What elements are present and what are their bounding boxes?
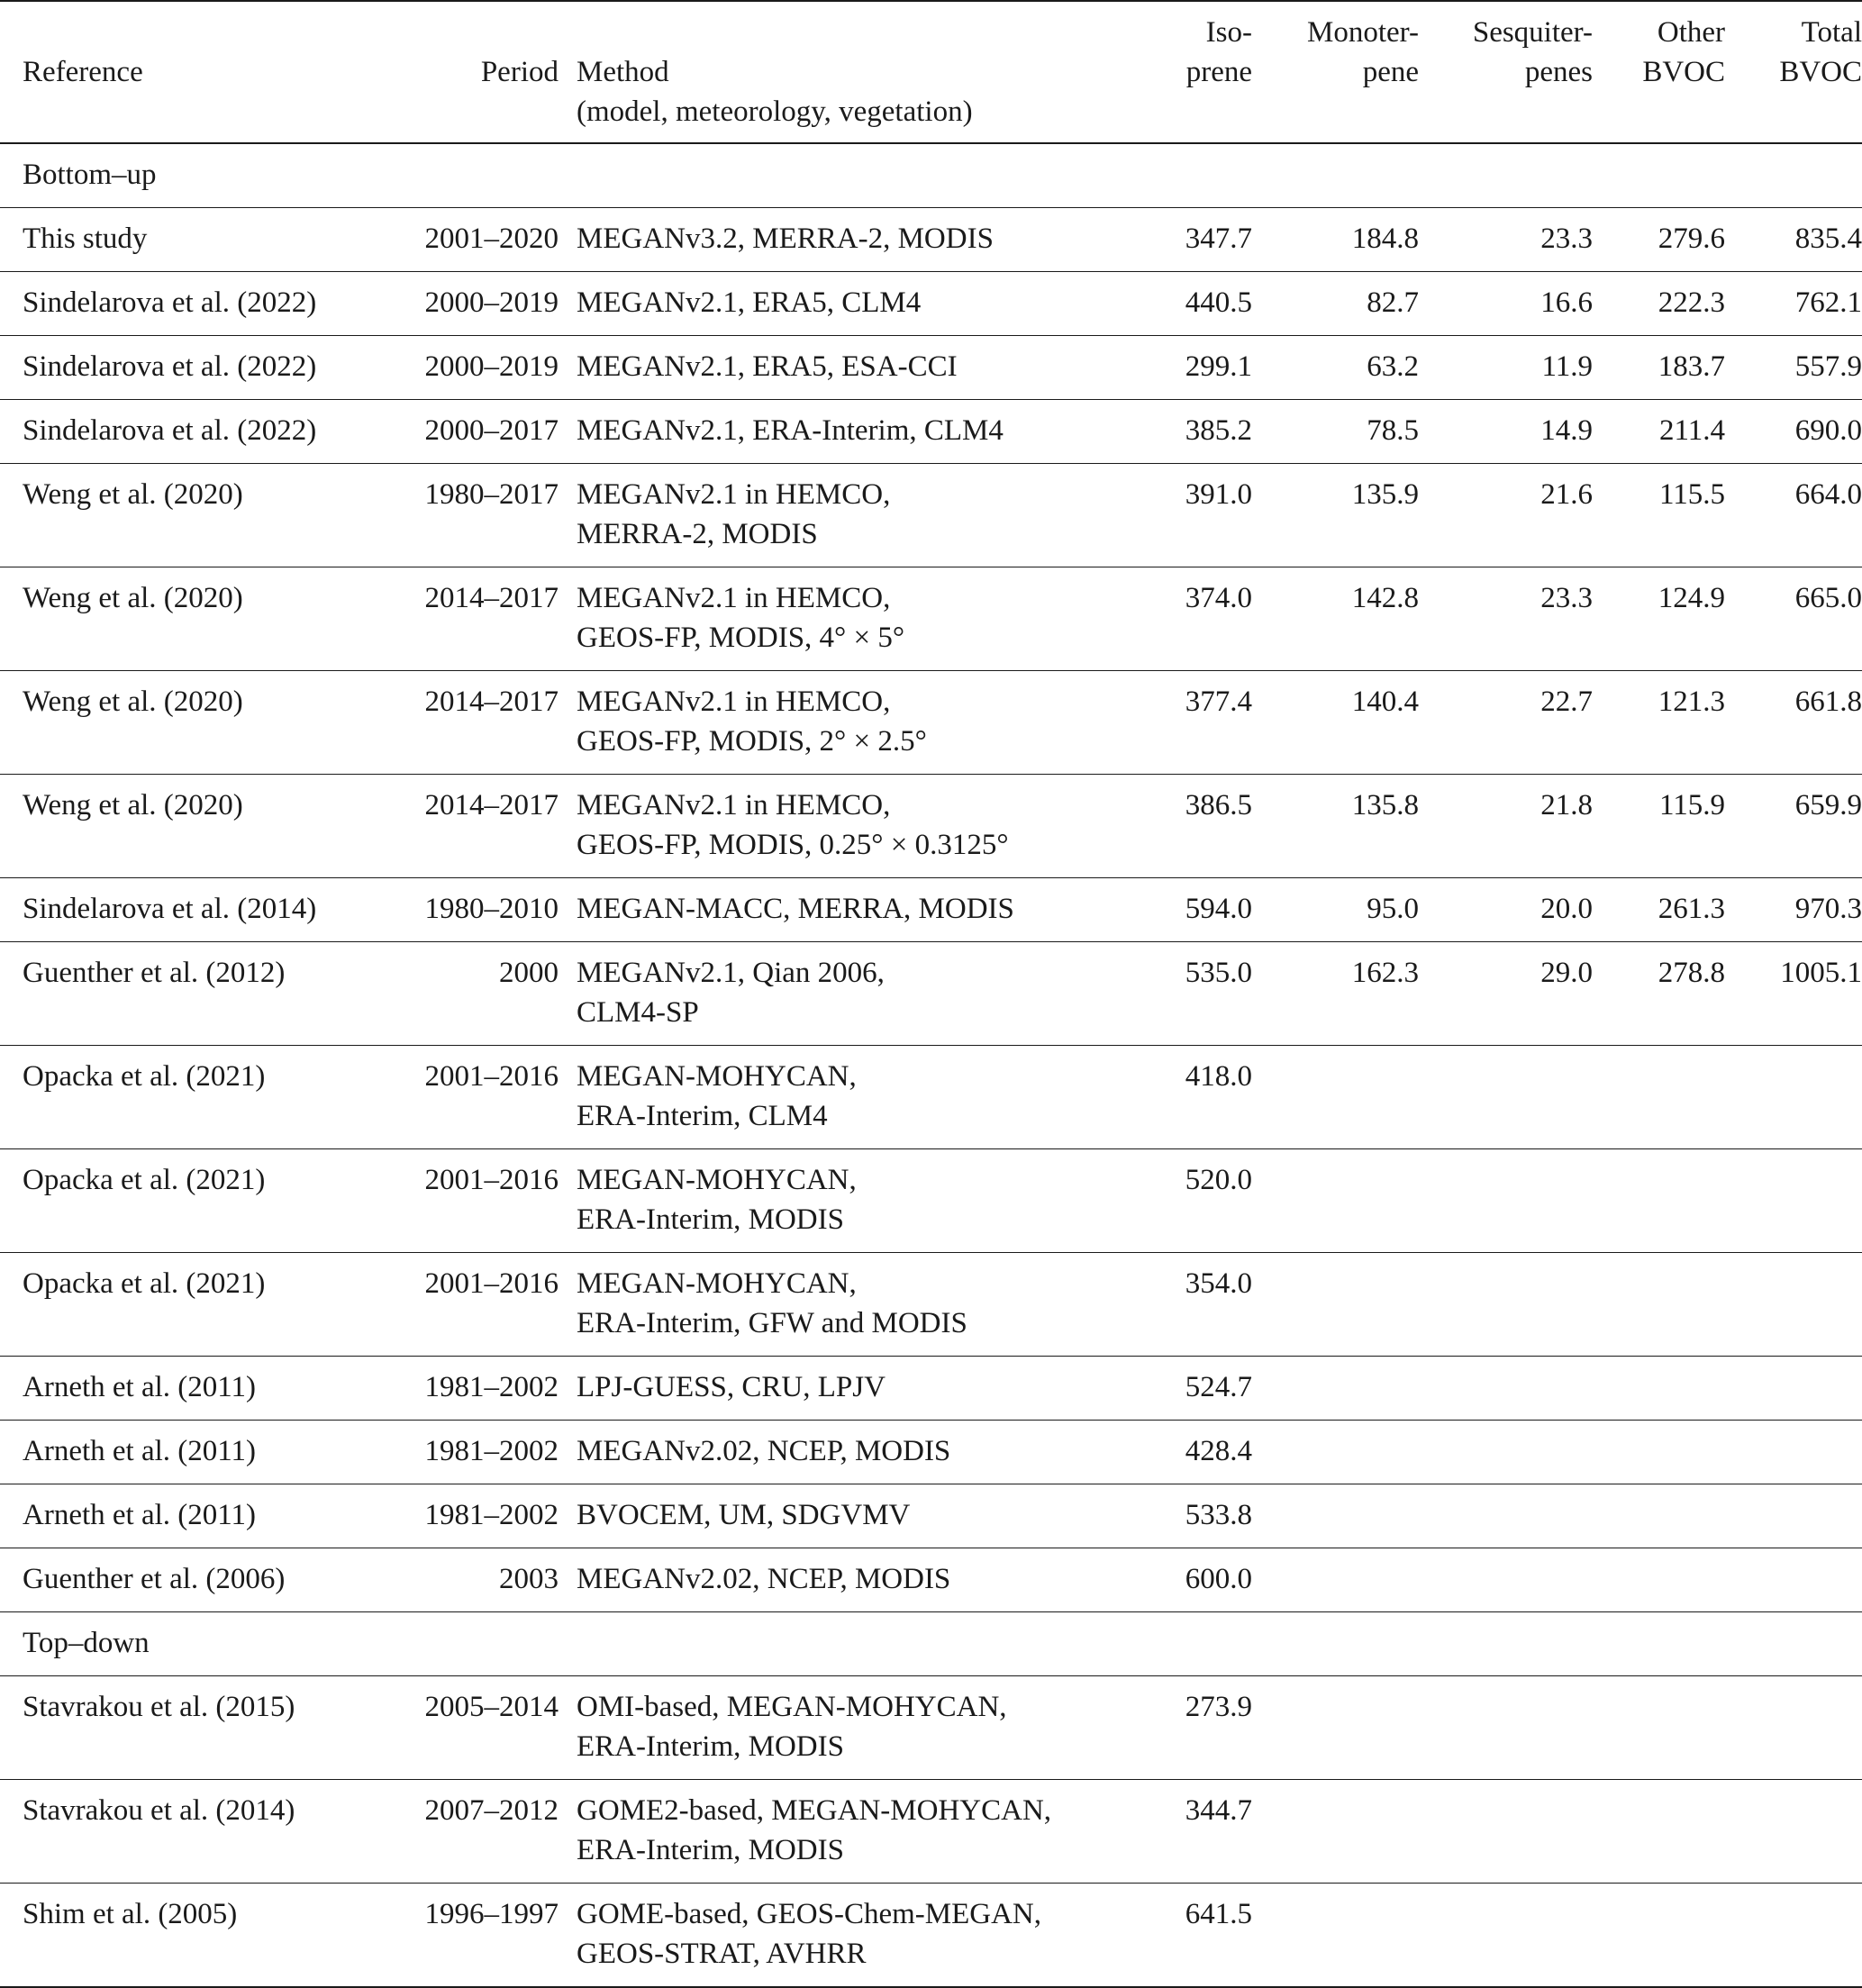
cell-monoterpene: 82.7 (1252, 272, 1419, 336)
method-line: MEGANv2.1, ERA5, ESA-CCI (577, 350, 958, 383)
table-row (0, 775, 1862, 878)
cell-isoprene: 385.2 (1099, 400, 1252, 464)
cell-sesquiterpenes: 29.0 (1419, 942, 1593, 1046)
cell-reference: Weng et al. (2020) (0, 464, 369, 567)
cell-method (559, 775, 1099, 878)
table-row (0, 336, 1862, 400)
cell-period: 2014–2017 (369, 671, 559, 775)
method-line: MEGANv2.1 in HEMCO, (577, 582, 891, 614)
cell-total-bvoc (1725, 1780, 1862, 1884)
cell-method (559, 1149, 1099, 1253)
table-row (0, 1421, 1862, 1484)
method-line: ERA-Interim, MODIS (577, 1203, 844, 1236)
table-row (0, 567, 1862, 671)
cell-method (559, 464, 1099, 567)
cell-period: 2003 (369, 1548, 559, 1612)
cell-monoterpene: 162.3 (1252, 942, 1419, 1046)
table-row (0, 272, 1862, 336)
cell-sesquiterpenes: 21.8 (1419, 775, 1593, 878)
table-row (0, 1884, 1862, 1988)
header-sesquiterpenes: Sesquiter- penes (1419, 1, 1593, 143)
cell-monoterpene: 95.0 (1252, 878, 1419, 942)
cell-period: 1980–2010 (369, 878, 559, 942)
cell-isoprene: 344.7 (1099, 1780, 1252, 1884)
cell-reference: Opacka et al. (2021) (0, 1253, 369, 1357)
cell-other-bvoc (1593, 1484, 1725, 1548)
table-row (0, 1548, 1862, 1612)
header-reference: Reference (0, 1, 369, 143)
method-line: GOME2-based, MEGAN-MOHYCAN, (577, 1794, 1052, 1827)
header-method: Method (model, meteorology, vegetation) (559, 1, 1099, 143)
section-label-top-down: Top–down (0, 1612, 1862, 1676)
cell-isoprene: 354.0 (1099, 1253, 1252, 1357)
cell-isoprene: 273.9 (1099, 1676, 1252, 1780)
table-row (0, 1780, 1862, 1884)
cell-total-bvoc (1725, 1548, 1862, 1612)
cell-reference: Shim et al. (2005) (0, 1884, 369, 1988)
cell-period: 2014–2017 (369, 567, 559, 671)
cell-other-bvoc: 183.7 (1593, 336, 1725, 400)
cell-method (559, 336, 1099, 400)
cell-total-bvoc: 659.9 (1725, 775, 1862, 878)
cell-other-bvoc: 121.3 (1593, 671, 1725, 775)
method-line: MEGANv2.1, ERA-Interim, CLM4 (577, 414, 1004, 447)
method-line: GOME-based, GEOS-Chem-MEGAN, (577, 1898, 1042, 1930)
method-line: MEGANv2.1 in HEMCO, (577, 478, 891, 511)
method-line: MEGANv2.02, NCEP, MODIS (577, 1435, 951, 1467)
cell-sesquiterpenes: 16.6 (1419, 272, 1593, 336)
cell-sesquiterpenes (1419, 1884, 1593, 1988)
cell-sesquiterpenes (1419, 1253, 1593, 1357)
cell-period: 2000 (369, 942, 559, 1046)
cell-sesquiterpenes: 20.0 (1419, 878, 1593, 942)
cell-monoterpene: 140.4 (1252, 671, 1419, 775)
cell-sesquiterpenes (1419, 1149, 1593, 1253)
cell-other-bvoc (1593, 1676, 1725, 1780)
table-row (0, 208, 1862, 272)
cell-period: 2007–2012 (369, 1780, 559, 1884)
cell-sesquiterpenes: 11.9 (1419, 336, 1593, 400)
cell-period: 2000–2019 (369, 272, 559, 336)
method-line: ERA-Interim, GFW and MODIS (577, 1307, 967, 1339)
cell-monoterpene: 78.5 (1252, 400, 1419, 464)
table-row (0, 464, 1862, 567)
method-line: LPJ-GUESS, CRU, LPJV (577, 1371, 886, 1403)
cell-monoterpene (1252, 1884, 1419, 1988)
cell-isoprene: 600.0 (1099, 1548, 1252, 1612)
cell-monoterpene (1252, 1548, 1419, 1612)
cell-total-bvoc (1725, 1421, 1862, 1484)
cell-reference: Weng et al. (2020) (0, 671, 369, 775)
cell-period: 2005–2014 (369, 1676, 559, 1780)
cell-isoprene: 391.0 (1099, 464, 1252, 567)
cell-monoterpene (1252, 1780, 1419, 1884)
method-line: GEOS-FP, MODIS, 0.25° × 0.3125° (577, 829, 1009, 861)
method-line: MEGANv2.02, NCEP, MODIS (577, 1563, 951, 1595)
method-line: CLM4-SP (577, 996, 699, 1029)
cell-method (559, 671, 1099, 775)
table-body (0, 143, 1862, 1987)
cell-monoterpene (1252, 1421, 1419, 1484)
table-row (0, 942, 1862, 1046)
method-line: ERA-Interim, MODIS (577, 1730, 844, 1763)
cell-reference: Sindelarova et al. (2022) (0, 272, 369, 336)
cell-other-bvoc: 222.3 (1593, 272, 1725, 336)
cell-method (559, 1780, 1099, 1884)
table-row (0, 1149, 1862, 1253)
cell-period: 1981–2002 (369, 1421, 559, 1484)
cell-isoprene: 440.5 (1099, 272, 1252, 336)
method-line: MEGANv2.1 in HEMCO, (577, 685, 891, 718)
cell-other-bvoc: 211.4 (1593, 400, 1725, 464)
cell-isoprene: 641.5 (1099, 1884, 1252, 1988)
cell-reference: Arneth et al. (2011) (0, 1484, 369, 1548)
cell-sesquiterpenes (1419, 1357, 1593, 1421)
table-row (0, 1046, 1862, 1149)
cell-reference: Opacka et al. (2021) (0, 1046, 369, 1149)
cell-sesquiterpenes (1419, 1484, 1593, 1548)
header-total-bvoc: Total BVOC (1725, 1, 1862, 143)
cell-method (559, 272, 1099, 336)
cell-sesquiterpenes (1419, 1676, 1593, 1780)
cell-isoprene: 374.0 (1099, 567, 1252, 671)
cell-method (559, 1253, 1099, 1357)
cell-isoprene: 347.7 (1099, 208, 1252, 272)
cell-reference: Weng et al. (2020) (0, 775, 369, 878)
method-line: GEOS-STRAT, AVHRR (577, 1938, 867, 1970)
method-line: GEOS-FP, MODIS, 4° × 5° (577, 622, 905, 654)
cell-total-bvoc: 664.0 (1725, 464, 1862, 567)
cell-isoprene: 386.5 (1099, 775, 1252, 878)
cell-method (559, 1884, 1099, 1988)
cell-monoterpene (1252, 1046, 1419, 1149)
cell-period: 2001–2016 (369, 1253, 559, 1357)
cell-period: 2014–2017 (369, 775, 559, 878)
cell-monoterpene: 135.8 (1252, 775, 1419, 878)
cell-other-bvoc: 278.8 (1593, 942, 1725, 1046)
cell-monoterpene: 63.2 (1252, 336, 1419, 400)
cell-sesquiterpenes (1419, 1548, 1593, 1612)
cell-isoprene: 418.0 (1099, 1046, 1252, 1149)
cell-total-bvoc (1725, 1253, 1862, 1357)
cell-total-bvoc (1725, 1484, 1862, 1548)
cell-sesquiterpenes (1419, 1780, 1593, 1884)
cell-method (559, 942, 1099, 1046)
cell-total-bvoc (1725, 1884, 1862, 1988)
method-line: MEGANv3.2, MERRA-2, MODIS (577, 222, 994, 255)
cell-sesquiterpenes: 22.7 (1419, 671, 1593, 775)
cell-reference: Opacka et al. (2021) (0, 1149, 369, 1253)
cell-period: 1980–2017 (369, 464, 559, 567)
cell-isoprene: 520.0 (1099, 1149, 1252, 1253)
cell-period: 2001–2016 (369, 1149, 559, 1253)
cell-reference: Guenther et al. (2006) (0, 1548, 369, 1612)
section-row-top-down (0, 1612, 1862, 1676)
cell-monoterpene (1252, 1484, 1419, 1548)
cell-other-bvoc (1593, 1780, 1725, 1884)
cell-total-bvoc: 665.0 (1725, 567, 1862, 671)
cell-reference: Weng et al. (2020) (0, 567, 369, 671)
table-row (0, 1484, 1862, 1548)
cell-total-bvoc (1725, 1357, 1862, 1421)
cell-other-bvoc: 261.3 (1593, 878, 1725, 942)
cell-reference: Arneth et al. (2011) (0, 1357, 369, 1421)
cell-other-bvoc: 115.5 (1593, 464, 1725, 567)
cell-monoterpene (1252, 1357, 1419, 1421)
cell-method (559, 1484, 1099, 1548)
cell-other-bvoc (1593, 1149, 1725, 1253)
method-line: MEGANv2.1, Qian 2006, (577, 957, 885, 989)
cell-isoprene: 535.0 (1099, 942, 1252, 1046)
cell-monoterpene: 142.8 (1252, 567, 1419, 671)
cell-method (559, 400, 1099, 464)
cell-sesquiterpenes (1419, 1421, 1593, 1484)
cell-period: 2000–2019 (369, 336, 559, 400)
cell-period: 1981–2002 (369, 1357, 559, 1421)
cell-isoprene: 428.4 (1099, 1421, 1252, 1484)
cell-reference: Arneth et al. (2011) (0, 1421, 369, 1484)
cell-period: 1996–1997 (369, 1884, 559, 1988)
method-line: MEGANv2.1 in HEMCO, (577, 789, 891, 822)
cell-period: 2000–2017 (369, 400, 559, 464)
cell-sesquiterpenes: 23.3 (1419, 567, 1593, 671)
cell-isoprene: 594.0 (1099, 878, 1252, 942)
cell-method (559, 208, 1099, 272)
cell-other-bvoc: 279.6 (1593, 208, 1725, 272)
header-period: Period (369, 1, 559, 143)
cell-total-bvoc: 762.1 (1725, 272, 1862, 336)
method-line: BVOCEM, UM, SDGVMV (577, 1499, 911, 1531)
header-monoterpene: Monoter- pene (1252, 1, 1419, 143)
cell-total-bvoc: 661.8 (1725, 671, 1862, 775)
cell-other-bvoc (1593, 1253, 1725, 1357)
cell-period: 1981–2002 (369, 1484, 559, 1548)
cell-other-bvoc (1593, 1421, 1725, 1484)
cell-total-bvoc (1725, 1676, 1862, 1780)
cell-monoterpene (1252, 1149, 1419, 1253)
table-row (0, 1253, 1862, 1357)
header-isoprene: Iso- prene (1099, 1, 1252, 143)
cell-total-bvoc: 1005.1 (1725, 942, 1862, 1046)
cell-other-bvoc: 124.9 (1593, 567, 1725, 671)
cell-isoprene: 533.8 (1099, 1484, 1252, 1548)
cell-total-bvoc: 557.9 (1725, 336, 1862, 400)
cell-total-bvoc (1725, 1046, 1862, 1149)
cell-total-bvoc (1725, 1149, 1862, 1253)
section-row-bottom-up (0, 143, 1862, 208)
method-line: OMI-based, MEGAN-MOHYCAN, (577, 1691, 1007, 1723)
cell-total-bvoc: 835.4 (1725, 208, 1862, 272)
cell-sesquiterpenes (1419, 1046, 1593, 1149)
cell-monoterpene (1252, 1253, 1419, 1357)
cell-period: 2001–2020 (369, 208, 559, 272)
method-line: GEOS-FP, MODIS, 2° × 2.5° (577, 725, 927, 758)
cell-total-bvoc: 690.0 (1725, 400, 1862, 464)
cell-other-bvoc (1593, 1548, 1725, 1612)
cell-reference: Stavrakou et al. (2014) (0, 1780, 369, 1884)
cell-reference: Stavrakou et al. (2015) (0, 1676, 369, 1780)
method-line: MEGAN-MOHYCAN, (577, 1060, 857, 1093)
table-row (0, 671, 1862, 775)
cell-isoprene: 299.1 (1099, 336, 1252, 400)
cell-total-bvoc: 970.3 (1725, 878, 1862, 942)
method-line: MEGAN-MACC, MERRA, MODIS (577, 893, 1014, 925)
cell-method (559, 878, 1099, 942)
cell-other-bvoc (1593, 1357, 1725, 1421)
method-line: MEGAN-MOHYCAN, (577, 1267, 857, 1300)
cell-other-bvoc (1593, 1046, 1725, 1149)
cell-method (559, 1676, 1099, 1780)
table-row (0, 878, 1862, 942)
method-line: MEGANv2.1, ERA5, CLM4 (577, 286, 922, 319)
cell-method (559, 1548, 1099, 1612)
table-header (0, 1, 1862, 143)
header-other-bvoc: Other BVOC (1593, 1, 1725, 143)
cell-method (559, 1421, 1099, 1484)
cell-reference: Sindelarova et al. (2014) (0, 878, 369, 942)
method-line: MEGAN-MOHYCAN, (577, 1164, 857, 1196)
cell-sesquiterpenes: 21.6 (1419, 464, 1593, 567)
cell-method (559, 567, 1099, 671)
cell-method (559, 1357, 1099, 1421)
cell-reference: Sindelarova et al. (2022) (0, 336, 369, 400)
cell-sesquiterpenes: 14.9 (1419, 400, 1593, 464)
cell-reference: Sindelarova et al. (2022) (0, 400, 369, 464)
section-label-bottom-up: Bottom–up (0, 143, 1862, 208)
method-line: ERA-Interim, MODIS (577, 1834, 844, 1866)
cell-other-bvoc: 115.9 (1593, 775, 1725, 878)
cell-monoterpene: 184.8 (1252, 208, 1419, 272)
cell-reference: This study (0, 208, 369, 272)
cell-period: 2001–2016 (369, 1046, 559, 1149)
table-row (0, 1357, 1862, 1421)
cell-method (559, 1046, 1099, 1149)
method-line: MERRA-2, MODIS (577, 518, 818, 550)
cell-monoterpene: 135.9 (1252, 464, 1419, 567)
cell-sesquiterpenes: 23.3 (1419, 208, 1593, 272)
cell-monoterpene (1252, 1676, 1419, 1780)
table-row (0, 400, 1862, 464)
cell-reference: Guenther et al. (2012) (0, 942, 369, 1046)
cell-isoprene: 524.7 (1099, 1357, 1252, 1421)
cell-other-bvoc (1593, 1884, 1725, 1988)
table-row (0, 1676, 1862, 1780)
cell-isoprene: 377.4 (1099, 671, 1252, 775)
method-line: ERA-Interim, CLM4 (577, 1100, 828, 1132)
